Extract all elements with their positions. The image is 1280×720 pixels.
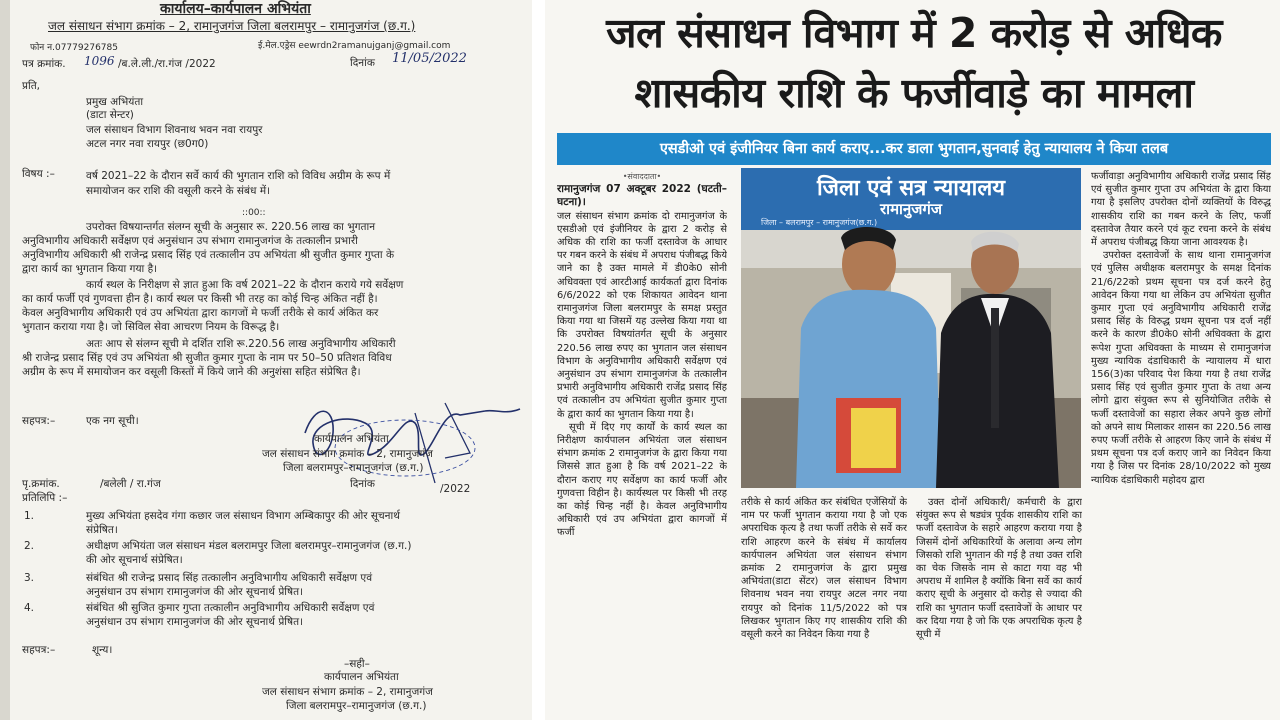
subject-line: समायोजन कर राशि की वसूली करने के संबंध में। [86, 185, 271, 197]
body-line: केवल अनुविभागीय अधिकारी एवं उप अभियंता द्वारा कागजों मे फर्जी तरीके से कार्य अंकित कर [22, 307, 379, 319]
copy-line: अनुसंधान उप संभाग रामानुजगंज की ओर सूचनार्थ प्रेषित। [86, 616, 304, 628]
enclosure-label: सहपत्र:– [22, 415, 56, 427]
article-column-4 [1091, 170, 1271, 720]
copy-line: अधीक्षण अभियंता जल संसाधन मंडल बलरामपुर जिला बलरामपुर–रामानुजगंज (छ.ग.) [86, 540, 412, 552]
copy-number: 4. [24, 602, 35, 614]
enclosure2-label: सहपत्र:– [22, 644, 56, 656]
date-label: दिनांक [350, 57, 375, 69]
copy-line: संबंधित श्री सुजित कुमार गुप्ता तत्कालीन अनुविभागीय अधिकारी सर्वेक्षण एवं [86, 602, 375, 614]
copy-label: प्रतिलिपि :– [22, 492, 68, 504]
body-line: श्री राजेन्द्र प्रसाद सिंह एवं उप अभियंता श्री सुजीत कुमार गुप्ता के नाम पर 50–50 प्रतिशत विविध [22, 352, 392, 364]
subject-line: वर्ष 2021–22 के दौरान सर्वे कार्य की भुगतान राशि को विविध अग्रीम के रूप में [86, 170, 391, 182]
letter-number-suffix: /ब.ले.ली./रा.गंज /2022 [118, 58, 216, 70]
copy-line: की ओर सूचनार्थ संप्रेषित। [86, 554, 183, 566]
body-line: भुगतान कराया गया है। जो सिविल सेवा आचरण नियम के विरूद्ध है। [22, 321, 280, 333]
sign-block-line: जिला बलरामपुर–रामानुजगंज (छ.ग.) [283, 462, 424, 474]
newspaper-clipping [545, 0, 1280, 720]
to-label: प्रति, [22, 80, 41, 92]
official-letter [0, 0, 532, 720]
separator: ::00:: [242, 208, 266, 218]
court-sign-line-1: जिला एवं सत्र न्यायालय [816, 176, 1006, 201]
article-paragraph: सूची में दिए गए कार्यों के कार्य स्थल का निरीक्षण कार्यपालन अभियंता जल संसाधन संभाग क्रमांक 2 रामानुजगंज के द्वारा किया गया जिससे ज्ञात हुआ है कि वर्ष 2021–22 के दौरान कराए गए सर्वेक्षण का कार्य फर्जी और गुणवत्ता विहीन है। कार्यस्थल पर किसी भी तरह का कोई चिन्ह नहीं है। केवल अनुविभागीय अधिकारी एवं उप अभियंता द्वारा कागजों में फर्जी [557, 421, 727, 539]
body-line: अतः आप से संलग्न सूची मे दर्शित राशि रू.220.56 लाख अनुविभागीय अधिकारी [86, 338, 396, 350]
addressee-line: अटल नगर नवा रायपुर (छ0ग0) [86, 138, 209, 150]
copy-number: 2. [24, 540, 35, 552]
body-line: का कार्य फर्जी एवं गुणवत्ता हीन है। कार्य स्थल पर किसी भी तरह का कोई चिन्ह अंकित नहीं है। [22, 293, 378, 305]
copy-line: संबंधित श्री राजेन्द्र प्रसाद सिंह तत्कालीन अनुविभागीय अधिकारी सर्वेक्षण एवं [86, 572, 373, 584]
copy-line: मुख्य अभियंता हसदेव गंगा कछार जल संसाधन विभाग अम्बिकापुर की ओर सूचनार्थ [86, 510, 400, 522]
endorsement-no-prefix: पृ.क्रमांक. [22, 478, 60, 490]
body-line: अग्रीम के रूप में समायोजन कर वसूली किस्तों में किये जाने की अनुशंसा सहित संप्रेषित है। [22, 366, 361, 378]
court-sign-line-3: जिला – बलरामपुर – रामानुजगंज(छ.ग.) [761, 218, 878, 227]
article-paragraph: उक्त दोनों अधिकारी/ कर्मचारी के द्वारा संयुक्त रूप से षड्यंत्र पूर्वक शासकीय राशि का फर्जी दस्तावेज के सहारे आहरण कराया गया है जिसमें दोनों अधिकारियों के अलावा अन्य लोग जिसको राशि भुगतान की गई है तथा उक्त राशि का चेक जिसके नाम से काटा गया वह भी अपराध में शामिल है क्योंकि बिना सर्वे का कार्य कराए सूची के अनुसार दो करोड़ से ज्यादा की राशि का भुगतान फर्जी दस्तावेजों के आधार पर कर दिया गया है जो कि एक अपराधिक कृत्य है सूची में [916, 497, 1082, 641]
endorsement-date-label: दिनांक [350, 478, 375, 490]
final-block-line: जल संसाधन संभाग क्रमांक – 2, रामानुजगंज [262, 686, 433, 698]
copy-number: 3. [24, 572, 35, 584]
endorsement-date-suffix: /2022 [440, 483, 471, 495]
copy-number: 1. [24, 510, 35, 522]
final-block-line: कार्यपालन अभियंता [324, 671, 399, 683]
article-paragraph: उपरोक्त दस्तावेजों के साथ थाना रामानुजगंज एवं पुलिस अधीक्षक बलरामपुर के समक्ष दिनांक 21/6/22को प्रथम सूचना पत्र दर्ज करने हेतु आवेदन किया गया था लेकिन उप अभियंता सुजीत कुमार गुप्ता एवं अनुविभागीय अधिकारी राजेंद्र प्रसाद सिंह के विरुद्ध प्रथम सूचना पत्र दर्ज नहीं करने के कारण डी0के0 सोनी अधिवक्ता के द्वारा रूपेश गुप्ता अधिवक्ता के माध्यम से रामानुजगंज मुख्य न्यायिक दंडाधिकारी के न्यायालय में धारा 156(3)का परिवाद पेश किया गया है तथा राजेंद्र प्रसाद सिंह एवं सुजीत कुमार गुप्ता के तथा अन्य लोगो द्वारा संयुक्त रूप से सुनियोजित तरीके से फर्जी दस्तावेजों का सहारा लेकर अपने कुछ लोगों को अपने साथ मिलाकर शासन का 220.56 लाख रुपए फर्जी तरीके से आहरण किए जाने के संबंध में प्रथम सूचना पत्र दर्ज कराए जाने का निवेदन किया गया है जिस पर दिनांक 28/10/2022 को मुख्य न्यायिक दंडाधिकारी महोदय द्वारा [1091, 250, 1271, 486]
enclosure-value: एक नग सूची। [86, 415, 139, 427]
article-column-2 [741, 496, 907, 720]
addressee-line: (डाटा सेन्टर) [86, 109, 134, 121]
date-handwritten: 11/05/2022 [392, 51, 467, 66]
endorsement-no-suffix: /बलेली / रा.गंज [100, 478, 161, 490]
article-paragraph: फर्जीवाड़ा अनुविभागीय अधिकारी राजेंद्र प्रसाद सिंह एवं सुजीत कुमार गुप्ता उप अभियंता के द्वारा किया गया है इसलिए उपरोक्त दोनों व्यक्तियों के विरुद्ध शासकीय राशि का गबन करने के लिए, फर्जी दस्तावेज तैयार करने एवं कूट रचना करने के संबंध में अपराध पंजीबद्ध किया जाना आवश्यक है। [1091, 171, 1271, 249]
office-address: जल संसाधन संभाग क्रमांक – 2, रामानुजगंज जिला बलरामपुर – रामानुजगंज (छ.ग.) [48, 19, 416, 33]
addressee-line: जल संसाधन विभाग शिवनाथ भवन नवा रायपुर [86, 124, 263, 136]
sign-block-line: जल संसाधन संभाग क्रमांक – 2, रामानुजगंज [262, 448, 433, 460]
sign-block-line: कार्यपालन अभियंता [314, 433, 389, 445]
body-line: कार्य स्थल के निरीक्षण से ज्ञात हुआ कि वर्ष 2021–22 के दौरान कराये गये सर्वेक्षण [86, 279, 404, 291]
subject-label: विषय :– [22, 168, 55, 180]
article-column-3 [916, 496, 1082, 720]
letter-number-prefix: पत्र क्रमांक. [22, 58, 66, 70]
scan-edge [0, 0, 10, 720]
phone: फोन न.07779276785 [30, 43, 118, 53]
email: ई.मेल.एड्रेस eewrdn2ramanujganj@gmail.com [258, 41, 451, 51]
copy-line: अनुसंधान उप संभाग रामानुजगंज की ओर सूचनार्थ प्रेषित। [86, 586, 304, 598]
body-line: अनुविभागीय अधिकारी श्री राजेन्द्र प्रसाद सिंह एवं तत्कालीन उप अभियंता श्री सुजीत कुमार गुप्ता के [22, 249, 395, 261]
final-sign: –सही– [344, 658, 370, 670]
article-paragraph: तरीके से कार्य अंकित कर संबंधित एजेंसियों के नाम पर फर्जी भुगतान कराया गया है जो एक अपराधिक कृत्य है तथा फर्जी तरीके से सर्वे कर राशि आहरण करने के संबंध में कार्यालय कार्यपालन अभियंता जल संसाधन संभाग क्रमांक 2 रामानुजगंज के द्वारा प्रमुख अभियंता(डाटा सेंटर) जल संसाधन विभाग शिवनाथ भवन नया रायपुर अटल नगर नया रायपुर को दिनांक 11/5/2022 को पत्र लिखकर भुगतान किए गए शासकीय राशि की वसूली करने का निवेदन किया गया है [741, 497, 907, 641]
enclosure2-value: शून्य। [92, 644, 113, 656]
addressee-line: प्रमुख अभियंता [86, 96, 144, 108]
dateline: रामानुजगंज 07 अक्टूबर 2022 (घटती–घटना)। [557, 183, 727, 209]
letter-number-handwritten: 1096 [84, 54, 115, 68]
article-column-1 [557, 170, 727, 720]
headline-line-1: जल संसाधन विभाग में 2 करोड़ से अधिक [606, 9, 1222, 57]
body-line: उपरोक्त विषयान्तर्गत संलग्न सूची के अनुसार रू. 220.56 लाख का भुगतान [86, 221, 376, 233]
headline-line-2: शासकीय राशि के फर्जीवाड़े का मामला [634, 69, 1194, 117]
copy-line: संप्रेषित। [86, 524, 118, 536]
body-line: अनुविभागीय अधिकारी सर्वेक्षण एवं अनुसंधान उप संभाग रामानुजगंज के तत्कालीन प्रभारी [22, 235, 358, 247]
office-title: कार्यालय–कार्यपालन अभियंता [160, 1, 311, 17]
final-block-line: जिला बलरामपुर–रामानुजगंज (छ.ग.) [286, 700, 427, 712]
body-line: द्वारा कार्य का भुगतान किया गया है। [22, 263, 158, 275]
sub-headline-banner: एसडीओ एवं इंजीनियर बिना कार्य कराए...कर डाला भुगतान,सुनवाई हेतु न्यायालय ने किया तलब [557, 133, 1271, 165]
court-sign-line-2: रामानुजगंज [880, 200, 942, 218]
byline: •संवाददाता• [622, 172, 662, 181]
article-paragraph: जल संसाधन संभाग क्रमांक दो रामानुजगंज के एसडीओ एवं इंजीनियर के द्वारा 2 करोड़ से अधिक की राशि का फर्जी दस्तावेज के आधार पर गबन करने के संबंध में अपराध पंजीबद्ध किये जाने का है उक्त मामले में डी0के0 सोनी अधिवक्ता एवं आरटीआई कार्यकर्ता द्वारा दिनांक 6/6/2022 को एक शिकायत आवेदन थाना रामानुजगंज जिला बलरामपुर के समक्ष प्रस्तुत किया गया था जिसमें यह उल्लेख किया गया था कि उपरोक्त विषयांतर्गत सूची के अनुसार 220.56 लाख रुपए का भुगतान जल संसाधन विभाग के अनुविभागीय अधिकारी सर्वेक्षण एवं अनुसंधान उप संभाग रामानुजगंज के तत्कालीन प्रभारी अनुविभागीय अधिकारी राजेंद्र प्रसाद सिंह एवं तत्कालीन उप अभियंता सुजीत कुमार गुप्ता के द्वारा कार्य का भुगतान किया गया है। [557, 210, 727, 420]
court-photo [741, 168, 1081, 488]
